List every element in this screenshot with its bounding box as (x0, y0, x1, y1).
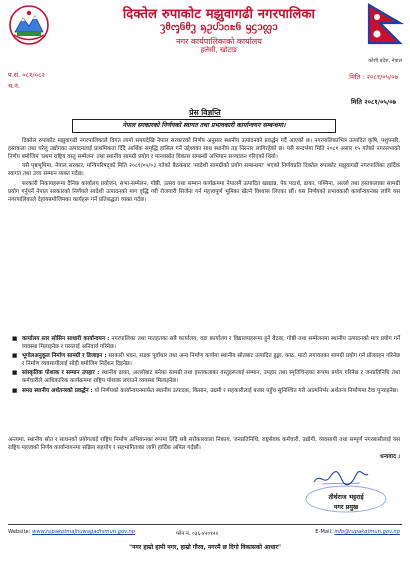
dispatch-number: च.नं. (8, 82, 20, 90)
bullet-icon: ■ (12, 336, 18, 342)
list-item-heading: सांस्कृतिक पोशाक र सम्मान उपहार : (22, 370, 100, 377)
reference-number: प.सं. ०८१/०८२ (8, 71, 45, 79)
footer-divider (8, 524, 402, 525)
municipality-name-script: ᦡᦲᧅᦑᦲᧆ ᦣᦳᦔᦱᦅᦰᦑ ᦙᦓᦱᦜᦱ (160, 20, 278, 33)
municipality-emblem-icon (7, 4, 51, 46)
website-label: Website: (8, 529, 31, 535)
bullet-icon: ■ (12, 370, 18, 377)
province-label: कोशी प्रदेश, नेपाल (368, 58, 402, 64)
subject-line: नेपाल सरकारको निर्णयको स्वागत तथा प्रभावकारी कार्यान्वयन सम्बन्धमा। (72, 119, 336, 133)
municipality-name: दिक्तेल रुपाकोट मझुवागढी नगरपालिका (122, 7, 316, 22)
body-paragraph-3: सरकारी निकायहरूमा दैनिक कार्यालय प्रयोजन, सभा-सम्मेलन, गोष्ठी, उत्सव तथा सम्मान कार्यक्रममा नेपालमै उत्पादित खाद्यान्न, पेय पदार्थ, ढाका, पश्मिना, अल्लो तथा हस्तकलाका सामग्री प्रयोग गर्नुपर्ने नेपाल सरकारको निर्णयले स्वदेशी उत्पादनको माग वृद्धि गरी रोजगारी सिर्जना गर्न महत्त्वपूर्ण भूमिका खेल्ने विश्वास लिएका छौं। यस निर्णयको प्रभावकारी कार्यान्वयनका लागि यस नगरपालिकाले देहायबमोजिमका कार्यहरू गर्ने प्रतिबद्धता व्यक्त गर्दछ। (8, 180, 400, 203)
list-item-heading: भूगोलअनुकूल निर्माण सामग्री र डिजाइन : (22, 353, 107, 360)
footer-phone: फोन नं. ०३६-४२०१२२ (176, 531, 219, 537)
footer-motto: "नगर हाम्रो हामी नगर, हाम्रो गौरव, नगरमै छ दिगो विकासको आधार" (128, 544, 282, 551)
list-item (12, 370, 400, 385)
list-item-text: नगरपालिका तथा मातहतका सबै कार्यालय, वडा कार्यालय र विद्यालयहरूमा हुने बैठक, गोष्ठी तथा सम्मेलनमा स्थानीय उत्पादनको मात्र प्रयोग गर्ने व्यवस्था मिलाइनेछ र यसलाई अनिवार्य गरिनेछ। (22, 336, 401, 350)
thanks-text: धन्यवाद । (380, 453, 400, 460)
office-location: हलेसी, खोटाङ (200, 46, 238, 54)
press-date: मिति २०८१/०५/०७ (350, 98, 396, 106)
closing-paragraph (8, 437, 400, 461)
press-release-title: प्रेस विज्ञप्ति (189, 108, 221, 117)
email-label: E-Mail: (315, 529, 333, 535)
list-item-text: यो निर्णयको कार्यान्वयनमार्फत स्थानीय उत्पादक, किसान, उद्यमी र सहकारीलाई बजार पहुँच सुनिश्चित गरी आत्मनिर्भर अर्थतन्त्र निर्माणमा टेवा पुऱ्याइनेछ। (94, 387, 399, 394)
footer-email (315, 529, 400, 535)
list-item-heading: समग्र स्थानीय अर्थतन्त्रको प्रवर्द्धन : (22, 387, 93, 394)
signer-name: तीर्थराज भट्टराई (328, 494, 364, 501)
list-item (12, 353, 400, 368)
list-item-text: स्थानीय ढाका, अल्लोबाट बनेका सामग्री तथा हस्तकलाका वस्तुहरूलाई सम्मान, उपहार तथा स्मृतिचिन्हका रूपमा प्रयोग गरिनेछ र जनप्रतिनिधि तथा कर्मचारीले आधिकारिक कार्यक्रममा राष्ट्रिय पोशाक लगाउने व्यवस्था मिलाइनेछ। (22, 370, 401, 384)
email-link[interactable]: info@rupakotmun.gov.np (334, 529, 400, 535)
body-paragraph-2: यसै पृष्ठभूमिमा, नेपाल सरकार, मन्त्रिपरिषद्को मिति २०८१/०५/०३ गतेको बैठकबाट 'स्वदेशी सामग्रीको प्रयोग सम्बन्धमा' भएको निर्णयप्रति दिक्तेल रुपाकोट मझुवागढी नगरपालिका हार्दिक स्वागत तथा उच्च सम्मान व्यक्त गर्दछ। (8, 163, 400, 178)
list-item-text: सरकारी भवन, सडक पूर्वाधार तथा अन्य निर्माण कार्यमा स्थानीय स्रोतबाट उत्पादित ढुङ्गा, काठ, माटो लगायतका सामग्री प्रयोग गर्न प्रोत्साहन गरिनेछ र निर्माण व्यवसायीलाई सोही बमोजिम निर्देशन दिइनेछ। (22, 353, 400, 367)
signer-title: नगर प्रमुख (333, 504, 359, 511)
list-item-heading: कार्यालय स्तर सोसिन साधारी कार्यान्वयन : (22, 336, 110, 342)
list-item (12, 388, 400, 396)
office-name: नगर कार्यपालिकाको कार्यालय (176, 37, 262, 46)
letter-date: मिति : २०८१/०५/०७ (349, 73, 398, 81)
list-item (12, 336, 400, 351)
body-paragraph-1: दिक्तेल रुपाकोट मझुवागढी नगरपालिकाले विगत लामो समयदेखि नेपाल सरकारको निर्णय अनुसार स्थानीय उत्पादनको प्रवर्द्धन गर्दै आएको छ। नगरपालिकाभित्र उत्पादित कृषि, पशुपन्छी, हस्तकला तथा घरेलु उद्योगका उत्पादनलाई प्राथमिकता दिँदै आर्थिक समृद्धि हासिल गर्ने उद्देश्यका साथ स्थानीय तह निरन्तर लागिरहेको छ। यसै सन्दर्भमा मिति २०८१ असार १५ गतेको नगरसभाको निर्णय बमोजिम 'प्रथम राष्ट्रिय वस्तु सम्मेलन' तथा स्थानीय सामग्री प्रयोग र मानवस्रोत विकास सम्बन्धी अभियान सञ्चालन गरिएको थियो। (8, 138, 400, 160)
website-link[interactable]: www.rupakotmajhuwagadhimun.gov.np (32, 529, 136, 535)
body-text (8, 138, 400, 206)
bullet-icon: ■ (12, 353, 18, 360)
nepal-flag-icon (366, 3, 404, 45)
bullet-icon: ■ (12, 387, 18, 394)
commitment-list (12, 336, 400, 397)
footer-website (8, 529, 135, 535)
closing-text: अन्त्यमा, स्थानीय स्रोत र साधनको प्रयोगलाई राष्ट्रिय निर्माण अभियानका रूपमा लिँदै सबै सरोकारवाला निकाय, जनप्रतिनिधि, राष्ट्रसेवक कर्मचारी, उद्योगी, व्यवसायी तथा सम्पूर्ण नगरबासीलाई यस राष्ट्रिय महत्त्वको निर्णय कार्यान्वयनमा सक्रिय सहयोग र सहभागिताका लागि हार्दिक अपिल गर्दछौं। (8, 437, 400, 451)
